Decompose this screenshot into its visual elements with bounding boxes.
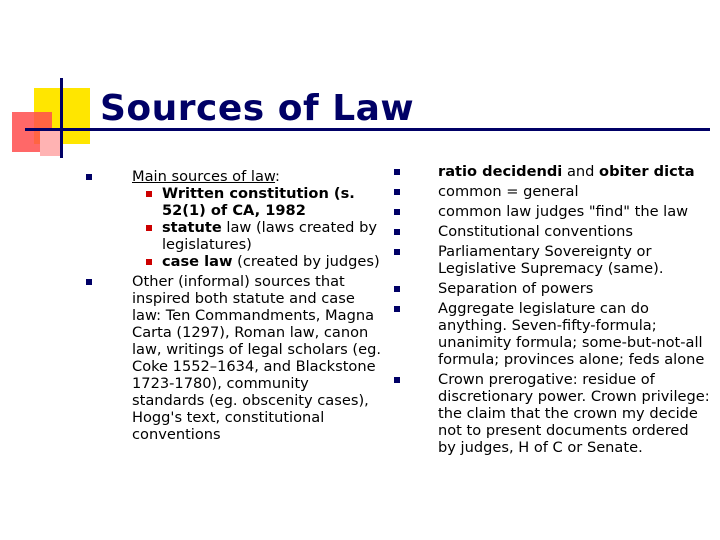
- bullet-icon: [394, 209, 400, 215]
- logo-pink-square: [40, 130, 60, 156]
- logo-vertical-line: [60, 78, 63, 158]
- sub-item: [132, 253, 382, 270]
- bullet-icon: [394, 189, 400, 195]
- sub-bullet-icon: [146, 191, 152, 197]
- bullet-icon: [394, 377, 400, 383]
- item-text: common law judges "find" the law: [438, 203, 689, 220]
- item-text: Separation of powers: [438, 280, 594, 297]
- list-item: [420, 203, 710, 220]
- sub-item-bold: statute: [162, 219, 222, 236]
- list-item: [420, 223, 710, 240]
- list-item: [420, 300, 710, 368]
- list-item: [420, 163, 710, 180]
- bullet-icon: [86, 279, 92, 285]
- list-item: [420, 371, 710, 456]
- right-column: [420, 163, 710, 456]
- colon: :: [275, 168, 280, 185]
- sub-item-bold: Written constitution (s. 52(1) of CA, 1982: [162, 185, 355, 219]
- list-item: [420, 280, 710, 297]
- sub-bullet-icon: [146, 225, 152, 231]
- sub-bullet-icon: [146, 259, 152, 265]
- sub-item: [132, 219, 382, 253]
- decorative-logo: [0, 0, 110, 170]
- item-text: Constitutional conventions: [438, 223, 633, 240]
- item-text: common = general: [438, 183, 579, 200]
- list-item: [420, 243, 710, 277]
- item-text: obiter dicta: [599, 163, 695, 180]
- page-title: Sources of Law: [100, 88, 415, 129]
- main-sources-label: Main sources of law: [132, 168, 276, 185]
- bullet-icon: [394, 249, 400, 255]
- list-item: [420, 183, 710, 200]
- left-column: [112, 168, 382, 443]
- list-item: [112, 273, 382, 443]
- other-sources-text: Other (informal) sources that inspired both statute and case law: Ten Commandments, Magna Carta (1297), Roman law, canon law, writings of legal scholars (eg. Coke 1552–1634, and Blackstone 1723-1780), community standards (eg. obscenity cases), Hogg's text, constitutional conventions: [132, 273, 381, 443]
- sub-item-text: law (laws created by legislatures): [162, 219, 377, 253]
- item-text: Crown prerogative: residue of discretionary power. Crown privilege: the claim that the crown my decide not to present documents ordered by judges, H of C or Senate.: [438, 371, 710, 456]
- item-text: Aggregate legislature can do anything. Seven-fifty-formula; unanimity formula; some-but-not-all formula; provinces alone; feds alone: [438, 300, 705, 368]
- sub-item: [132, 185, 382, 219]
- item-text: and: [562, 163, 600, 180]
- item-text: Parliamentary Sovereignty or Legislative Supremacy (same).: [438, 243, 664, 277]
- list-item: [112, 168, 382, 270]
- bullet-icon: [394, 286, 400, 292]
- bullet-icon: [394, 229, 400, 235]
- bullet-icon: [394, 306, 400, 312]
- sub-item-text: (created by judges): [232, 253, 380, 270]
- sub-item-bold: case law: [162, 253, 233, 270]
- item-text: ratio decidendi: [438, 163, 563, 180]
- bullet-icon: [394, 169, 400, 175]
- bullet-icon: [86, 174, 92, 180]
